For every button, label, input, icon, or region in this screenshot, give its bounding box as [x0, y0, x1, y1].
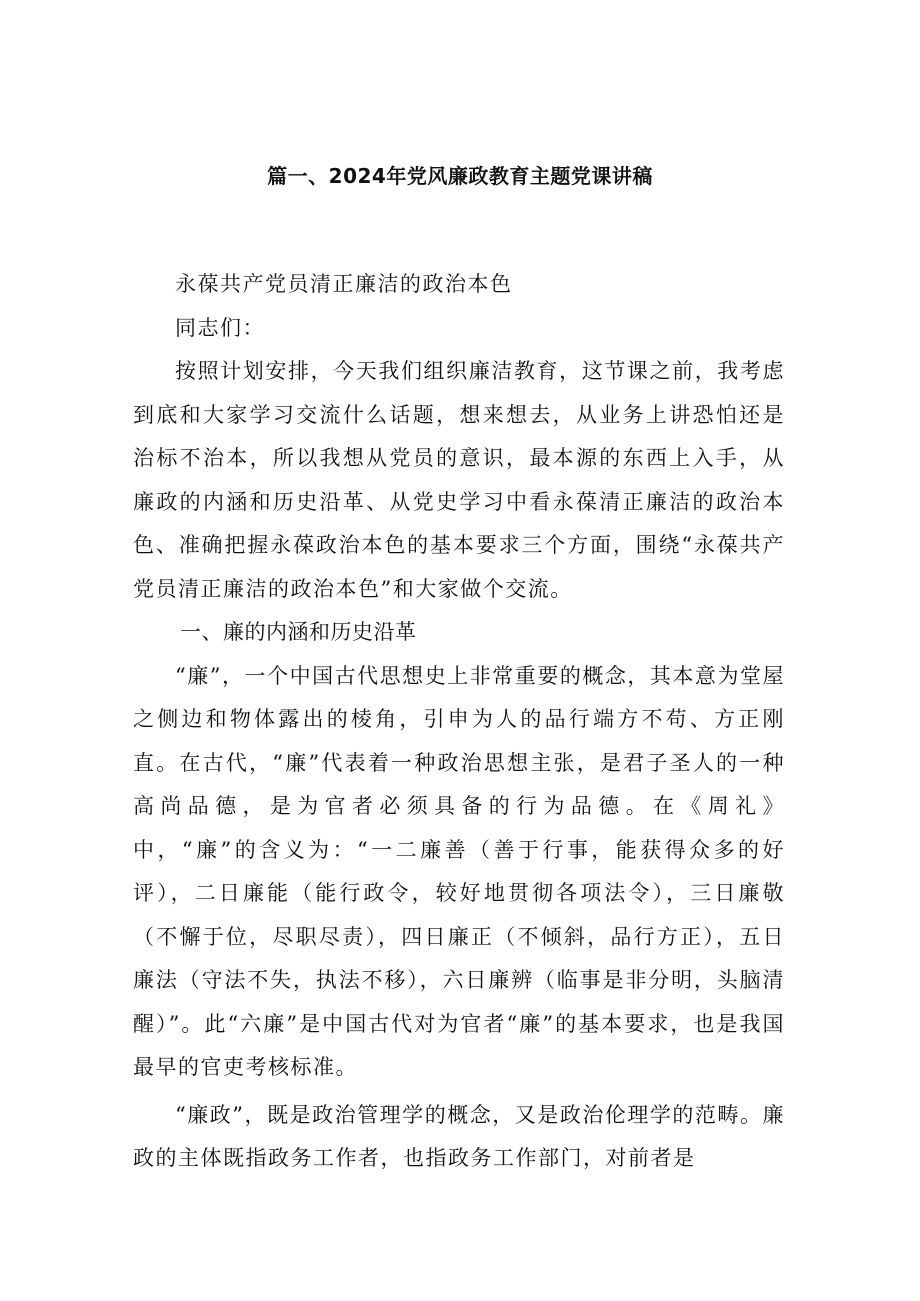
lian-definition-paragraph: “廉”，一个中国古代思想史上非常重要的概念，其本意为堂屋之侧边和物体露出的棱角，引申为人的品行端方不苟、方正刚直。在古代，“廉”代表着一种政治思想主张，是君子圣人的一种高尚品德，是为官者必须具备的行为品德。在《周礼》中，“廉”的含义为：“一二廉善（善于行事，能获得众多的好评），二日廉能（能行政令，较好地贯彻各项法令），三日廉敬（不懈于位，尽职尽责），四日廉正（不倾斜，品行方正），五日廉法（守法不失，执法不移），六日廉辨（临事是非分明，头脑清醒）”。此“六廉”是中国古代对为官者“廉”的基本要求，也是我国最早的官吏考核标准。: [133, 663, 785, 1079]
document-body: [133, 263, 785, 1181]
section-heading: 一、廉的内涵和历史沿革: [180, 620, 417, 644]
lianzheng-paragraph: “廉政”，既是政治管理学的概念，又是政治伦理学的范畴。廉政的主体既指政务工作者，也指政务工作部门，对前者是: [133, 1102, 785, 1170]
document-title: 篇一、2024年党风廉政教育主题党课讲稿: [267, 164, 653, 188]
document-subtitle: 永葆共产党员清正廉洁的政治本色: [175, 272, 513, 296]
intro-paragraph: 按照计划安排，今天我们组织廉洁教育，这节课之前，我考虑到底和大家学习交流什么话题，想来想去，从业务上讲恐怕还是治标不治本，所以我想从党员的意识，最本源的东西上入手，从廉政的内涵和历史沿革、从党史学习中看永葆清正廉洁的政治本色、准确把握永葆政治本色的基本要求三个方面，围绕“永葆共产党员清正廉洁的政治本色”和大家做个交流。: [133, 359, 785, 601]
salutation: 同志们：: [175, 315, 265, 340]
